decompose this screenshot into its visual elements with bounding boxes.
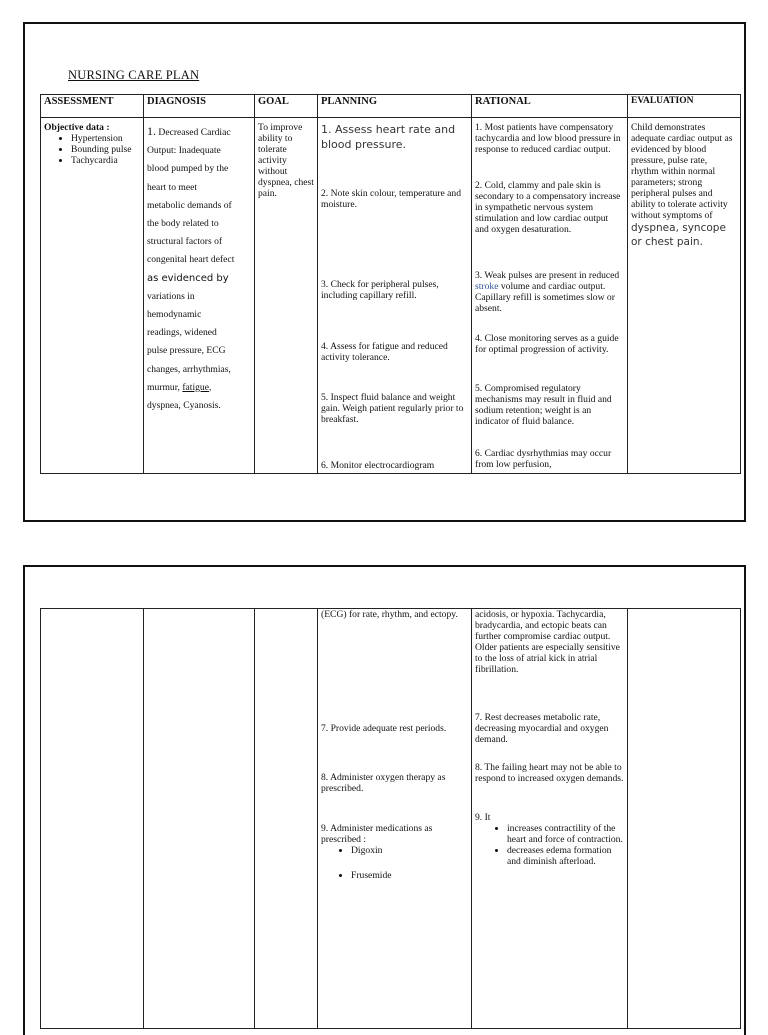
header-planning: PLANNING: [318, 95, 472, 118]
rational-item-6-continued: acidosis, or hypoxia. Tachycardia, bradycardia, and ectopic beats can further compromise cardiac output. Older patients are especially sensitive to the loss of atrial kick in atrial fibrillation.: [475, 609, 620, 675]
header-row: [41, 95, 741, 118]
list-item: • Hypertension: [71, 133, 140, 144]
content-row: [41, 609, 741, 1029]
list-item: • increases contractility of the heart and force of contraction.: [507, 823, 624, 845]
rational-item-3: 3. Weak pulses are present in reduced stroke volume and cardiac output. Capillary refill is sometimes slow or absent.: [475, 270, 620, 314]
document-page-1: [23, 22, 746, 522]
header-goal: GOAL: [255, 95, 318, 118]
goal-cell: [255, 609, 318, 1029]
rational-item-4: 4. Close monitoring serves as a guide for optimal progression of activity.: [475, 333, 619, 355]
planning-item-6-continued: (ECG) for rate, rhythm, and ectopy.: [321, 609, 458, 620]
diagnosis-cell: [144, 118, 255, 474]
header-evaluation: EVALUATION: [628, 95, 741, 118]
planning-cell: [318, 609, 472, 1029]
list-item: • Digoxin: [351, 845, 468, 856]
list-item: • decreases edema formation and diminish afterload.: [507, 845, 624, 867]
evaluation-cell: [628, 609, 741, 1029]
planning-item-8: 8. Administer oxygen therapy as prescribed.: [321, 772, 446, 794]
fatigue-link: fatigue: [182, 381, 209, 393]
list-item: • Bounding pulse: [71, 144, 140, 155]
header-assessment: ASSESSMENT: [41, 95, 144, 118]
diagnosis-number: 1.: [147, 124, 156, 138]
rational-item-6: 6. Cardiac dysrhythmias may occur from low perfusion,: [475, 448, 612, 470]
rational-item-2: 2. Cold, clammy and pale skin is secondary to a compensatory increase in sympathetic nervous system stimulation and low cardiac output and oxygen desaturation.: [475, 180, 621, 235]
rational-cell: [472, 118, 628, 474]
rational-item-1: 1. Most patients have compensatory tachycardia and low blood pressure in response to reduced cardiac output.: [475, 122, 621, 155]
list-item: • Tachycardia: [71, 155, 140, 166]
rational-item-5: 5. Compromised regulatory mechanisms may result in fluid and sodium retention; weight is an indicator of fluid balance.: [475, 383, 612, 427]
evaluation-text: Child demonstrates adequate cardiac output as evidenced by blood pressure, pulse rate, rhythm within normal parameters; strong peripheral pulses and ability to tolerate activity without symptoms of dyspnea, syncope or chest pain.: [631, 122, 733, 248]
planning-item-7: 7. Provide adequate rest periods.: [321, 723, 447, 734]
header-diagnosis: DIAGNOSIS: [144, 95, 255, 118]
header-rational: RATIONAL: [472, 95, 628, 118]
assessment-cell: [41, 118, 144, 474]
evaluation-cell: [628, 118, 741, 474]
planning-item-4: 4. Assess for fatigue and reduced activity tolerance.: [321, 341, 448, 363]
care-plan-table: [40, 94, 741, 474]
rational-item-9: 9. It • increases contractility of the heart and force of contraction. • decreases edema formation and diminish afterload.: [475, 812, 624, 867]
document-title: NURSING CARE PLAN: [68, 68, 200, 82]
planning-item-5: 5. Inspect fluid balance and weight gain. Weigh patient regularly prior to breakfast.: [321, 392, 464, 425]
diagnosis-cell: [144, 609, 255, 1029]
assessment-list: [44, 133, 140, 166]
planning-item-9: 9. Administer medications as prescribed : • Digoxin • Frusemide: [321, 823, 468, 881]
goal-cell: [255, 118, 318, 474]
assessment-cell: [41, 609, 144, 1029]
planning-item-6: 6. Monitor electrocardiogram: [321, 460, 435, 471]
rational-item-8: 8. The failing heart may not be able to respond to increased oxygen demands.: [475, 762, 624, 784]
document-page-2: [23, 565, 746, 1035]
planning-item-2: 2. Note skin colour, temperature and moisture.: [321, 188, 462, 210]
rational-cell: [472, 609, 628, 1029]
planning-item-1: 1. Assess heart rate and blood pressure.: [321, 123, 456, 151]
content-row: [41, 118, 741, 474]
list-item: • Frusemide: [351, 870, 468, 881]
care-plan-table-continued: [40, 608, 741, 1029]
planning-item-3: 3. Check for peripheral pulses, including capillary refill.: [321, 279, 439, 301]
diagnosis-text: 1. Decreased Cardiac Output: Inadequate blood pumped by the heart to meet metabolic demands of the body related to structural factors of congenital heart defect as evidenced by variations in hemodynamic readings, widened pulse pressure, ECG changes, arrhythmias, murmur, fatigue, dyspnea, Cyanosis.: [147, 124, 235, 412]
objective-data-label: Objective data :: [44, 122, 110, 133]
rational-item-7: 7. Rest decreases metabolic rate, decreasing myocardial and oxygen demand.: [475, 712, 609, 745]
planning-cell: [318, 118, 472, 474]
medication-list: [321, 845, 468, 881]
rational-9-list: [475, 823, 624, 867]
stroke-link[interactable]: stroke: [475, 281, 499, 292]
goal-text: To improve ability to tolerate activity without dyspnea, chest pain.: [258, 122, 314, 199]
